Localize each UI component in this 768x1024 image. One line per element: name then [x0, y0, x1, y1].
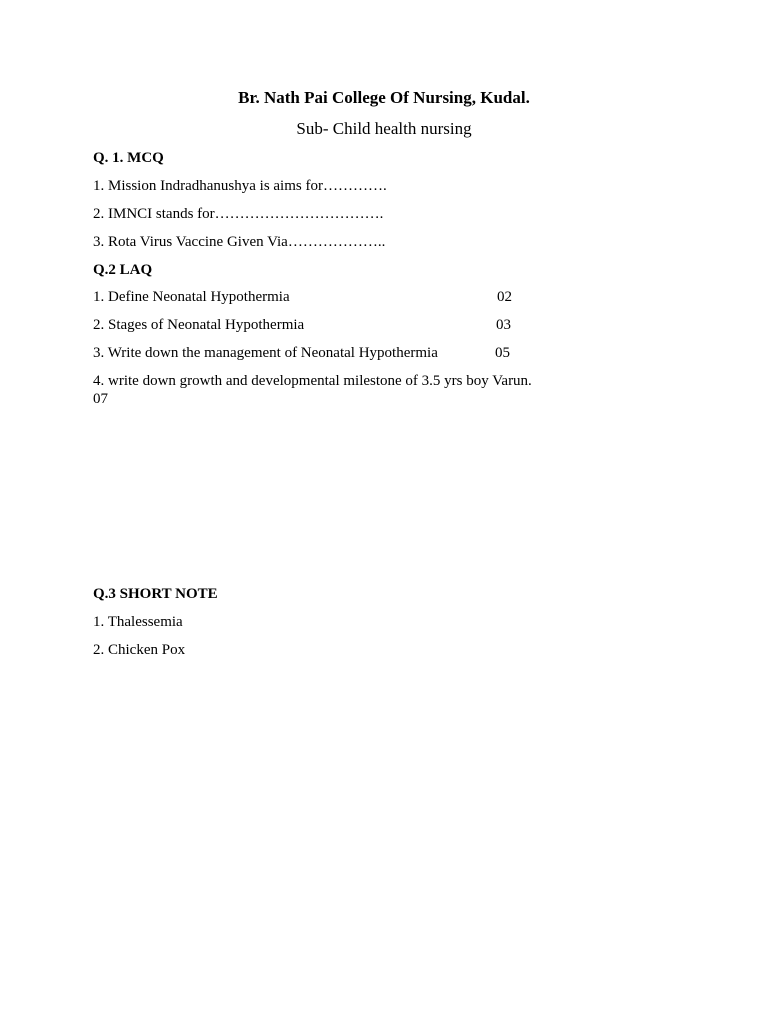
q2-item-3-marks: 05 [495, 345, 510, 361]
subject-line: Sub- Child health nursing [296, 119, 472, 138]
q1-item-1: 1. Mission Indradhanushya is aims for…………. [93, 178, 387, 194]
q2-item-1-marks: 02 [497, 289, 512, 305]
q3-heading: Q.3 SHORT NOTE [93, 586, 218, 602]
q3-item-2: 2. Chicken Pox [93, 642, 186, 658]
q2-item-3: 3. Write down the management of Neonatal Hypothermia [93, 345, 438, 361]
q2-item-2: 2. Stages of Neonatal Hypothermia [93, 317, 305, 333]
q1-item-2: 2. IMNCI stands for……………………………. [93, 206, 384, 222]
q1-heading: Q. 1. MCQ [93, 150, 164, 166]
college-title: Br. Nath Pai College Of Nursing, Kudal. [238, 88, 530, 107]
q2-heading: Q.2 LAQ [93, 262, 153, 278]
q2-item-4: 4. write down growth and developmental milestone of 3.5 yrs boy Varun. [93, 373, 532, 389]
q2-item-4-marks: 07 [93, 391, 108, 407]
q2-item-1: 1. Define Neonatal Hypothermia [93, 289, 290, 305]
q2-item-2-marks: 03 [496, 317, 511, 333]
q1-item-3: 3. Rota Virus Vaccine Given Via……………….. [93, 234, 386, 250]
q3-item-1: 1. Thalessemia [93, 614, 183, 630]
